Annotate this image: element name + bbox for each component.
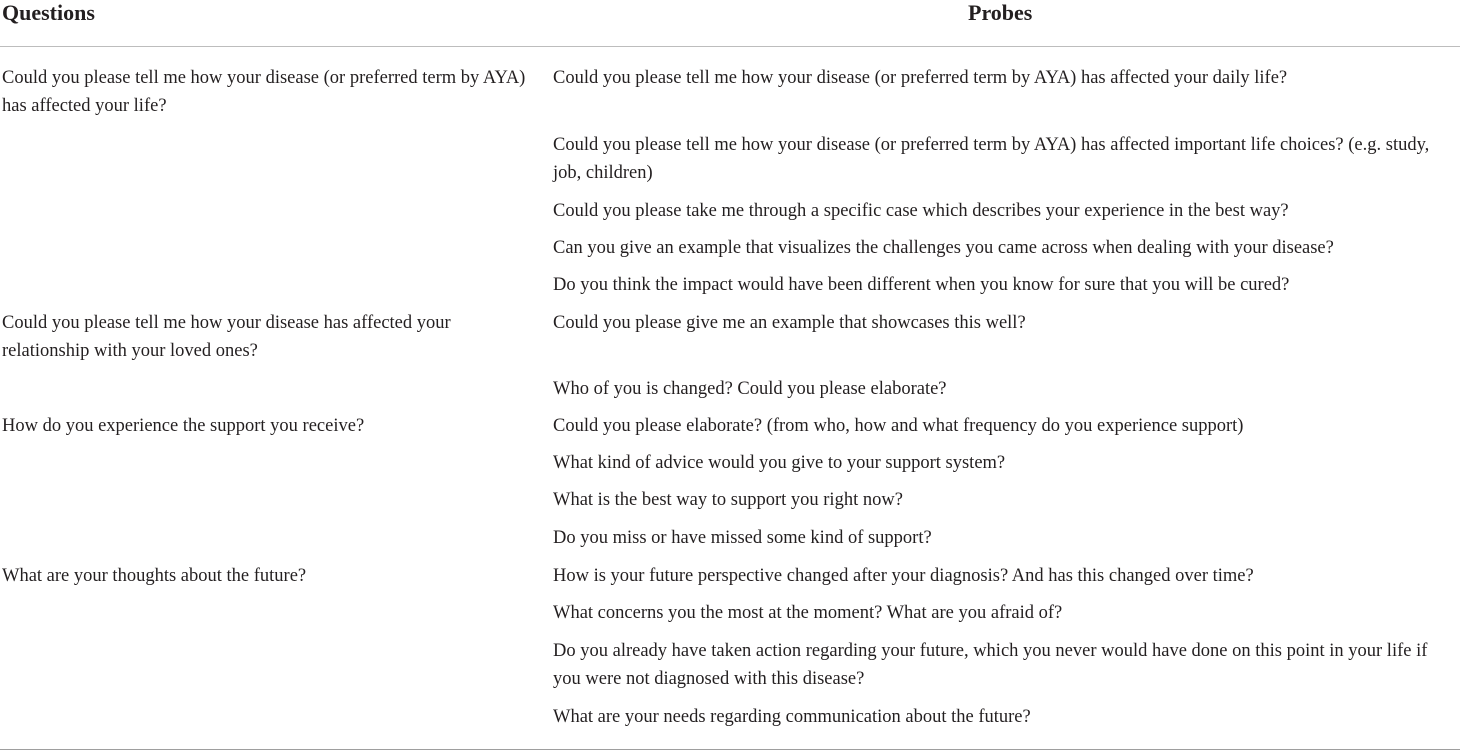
probe-3-2: What kind of advice would you give to your support system? bbox=[553, 453, 1006, 473]
probe-3-4: Do you miss or have missed some kind of support? bbox=[553, 528, 932, 548]
question-2: Could you please tell me how your disease has affected your relationship with your loved ones? bbox=[2, 313, 451, 361]
probe-1-1: Could you please tell me how your disease (or preferred term by AYA) has affected your daily life? bbox=[553, 68, 1288, 88]
question-4: What are your thoughts about the future? bbox=[2, 566, 307, 586]
probe-4-1: How is your future perspective changed after your diagnosis? And has this changed over time? bbox=[553, 566, 1254, 586]
table-header bbox=[0, 0, 1460, 47]
question-1: Could you please tell me how your disease (or preferred term by AYA) has affected your life? bbox=[2, 68, 526, 116]
probe-4-3: Do you already have taken action regarding your future, which you never would have done on this point in your life if you were not diagnosed with this disease? bbox=[553, 641, 1428, 689]
probe-2-2: Who of you is changed? Could you please elaborate? bbox=[553, 379, 947, 399]
probe-4-4: What are your needs regarding communication about the future? bbox=[553, 707, 1031, 727]
header-questions: Questions bbox=[2, 0, 95, 25]
probe-1-3: Could you please take me through a specific case which describes your experience in the best way? bbox=[553, 201, 1289, 221]
question-3: How do you experience the support you receive? bbox=[2, 416, 365, 436]
probe-1-4: Can you give an example that visualizes the challenges you came across when dealing with your disease? bbox=[553, 238, 1334, 258]
probe-3-3: What is the best way to support you right now? bbox=[553, 490, 903, 510]
probe-1-5: Do you think the impact would have been different when you know for sure that you will be cured? bbox=[553, 275, 1290, 295]
table-bottom-rule bbox=[0, 749, 1460, 750]
probe-1-2: Could you please tell me how your disease (or preferred term by AYA) has affected important life choices? (e.g. study, job, children) bbox=[553, 135, 1430, 183]
probe-4-2: What concerns you the most at the moment? What are you afraid of? bbox=[553, 603, 1063, 623]
probe-3-1: Could you please elaborate? (from who, how and what frequency do you experience support) bbox=[553, 416, 1244, 436]
header-probes: Probes bbox=[968, 0, 1033, 25]
probe-2-1: Could you please give me an example that showcases this well? bbox=[553, 313, 1026, 333]
